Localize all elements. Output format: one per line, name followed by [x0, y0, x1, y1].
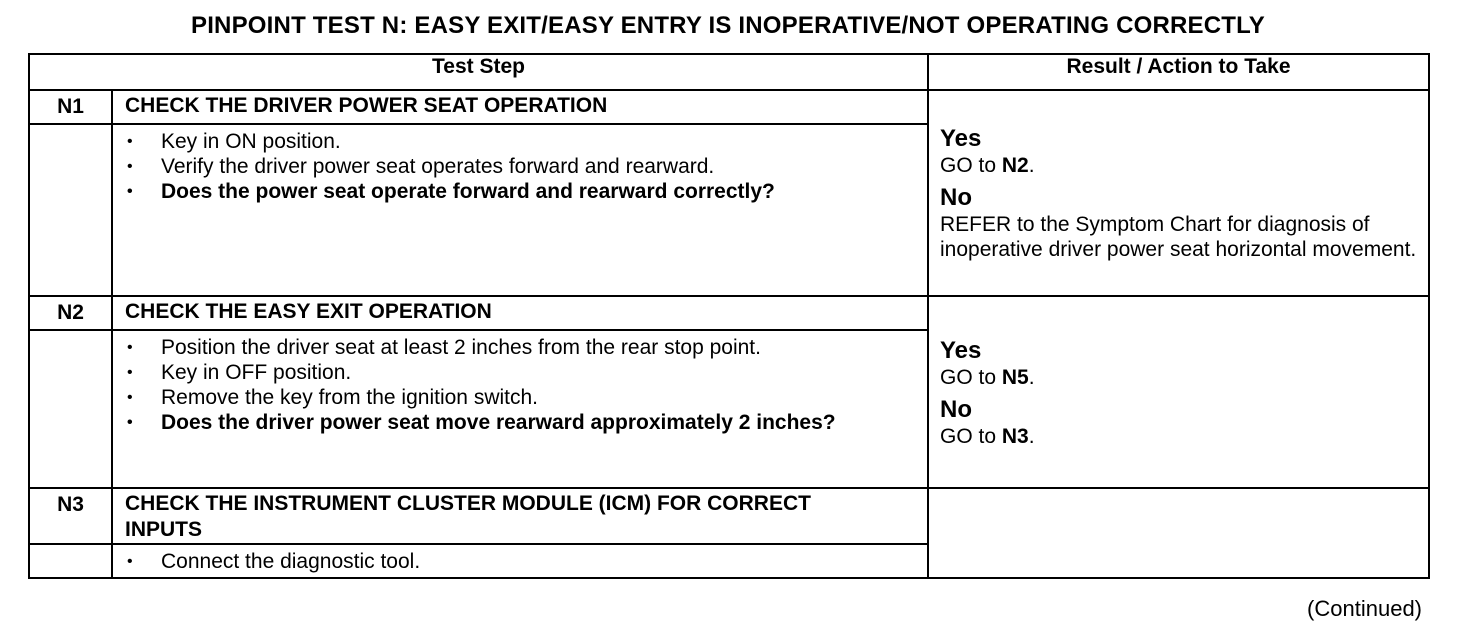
step-id-blank: [29, 124, 112, 296]
no-action: REFER to the Symptom Chart for diagnosis of inoperative driver power seat horizontal movement.: [940, 212, 1417, 261]
step-title: CHECK THE INSTRUMENT CLUSTER MODULE (ICM) FOR CORRECT INPUTS: [112, 488, 928, 544]
step-title: CHECK THE DRIVER POWER SEAT OPERATION: [112, 90, 928, 124]
step-bullets: [113, 125, 927, 206]
list-item: • Key in OFF position.: [125, 360, 915, 385]
step-body: [112, 124, 928, 296]
table-header-row: [29, 54, 1429, 90]
step-body: [112, 544, 928, 578]
no-label: No: [940, 396, 972, 423]
yes-label: Yes: [940, 124, 982, 152]
step-reference: N5: [1001, 366, 1029, 389]
step-title-row: [29, 296, 1429, 330]
list-item: • Verify the driver power seat operates forward and rearward.: [125, 154, 915, 179]
list-item: • Key in ON position.: [125, 129, 915, 154]
list-item: • Remove the key from the ignition switch.: [125, 385, 915, 410]
step-id: N3: [29, 488, 112, 544]
step-bullets: [113, 331, 927, 437]
list-item: • Position the driver seat at least 2 inches from the rear stop point.: [125, 335, 915, 360]
yes-action: GO to N5.: [940, 366, 1035, 389]
step-id-blank: [29, 544, 112, 578]
page-title: PINPOINT TEST N: EASY EXIT/EASY ENTRY IS INOPERATIVE/NOT OPERATING CORRECTLY: [190, 12, 1266, 39]
step-id-blank: [29, 330, 112, 488]
step-reference: N2: [1001, 153, 1029, 177]
yes-label: Yes: [940, 337, 982, 364]
pinpoint-test-table: [28, 53, 1430, 579]
step-title: CHECK THE EASY EXIT OPERATION: [112, 296, 928, 330]
continued-note: (Continued): [1307, 596, 1422, 621]
step-question: • Does the power seat operate forward and rearward correctly?: [125, 179, 915, 204]
step-question: • Does the driver power seat move rearward approximately 2 inches?: [125, 410, 915, 435]
test-step-header: Test Step: [29, 54, 928, 90]
step-title-row: [29, 488, 1429, 544]
result-cell: [928, 90, 1429, 296]
result-header: Result / Action to Take: [928, 54, 1429, 90]
yes-action: GO to N2.: [940, 153, 1035, 177]
step-id: N2: [29, 296, 112, 330]
result-cell: [928, 488, 1429, 578]
no-label: No: [940, 183, 972, 211]
step-title-row: [29, 90, 1429, 124]
step-id: N1: [29, 90, 112, 124]
list-item: • Connect the diagnostic tool.: [125, 549, 915, 574]
result-cell: [928, 296, 1429, 488]
step-reference: N3: [1001, 425, 1029, 448]
step-body: [112, 330, 928, 488]
step-bullets: [113, 545, 927, 576]
no-action: GO to N3.: [940, 425, 1035, 448]
